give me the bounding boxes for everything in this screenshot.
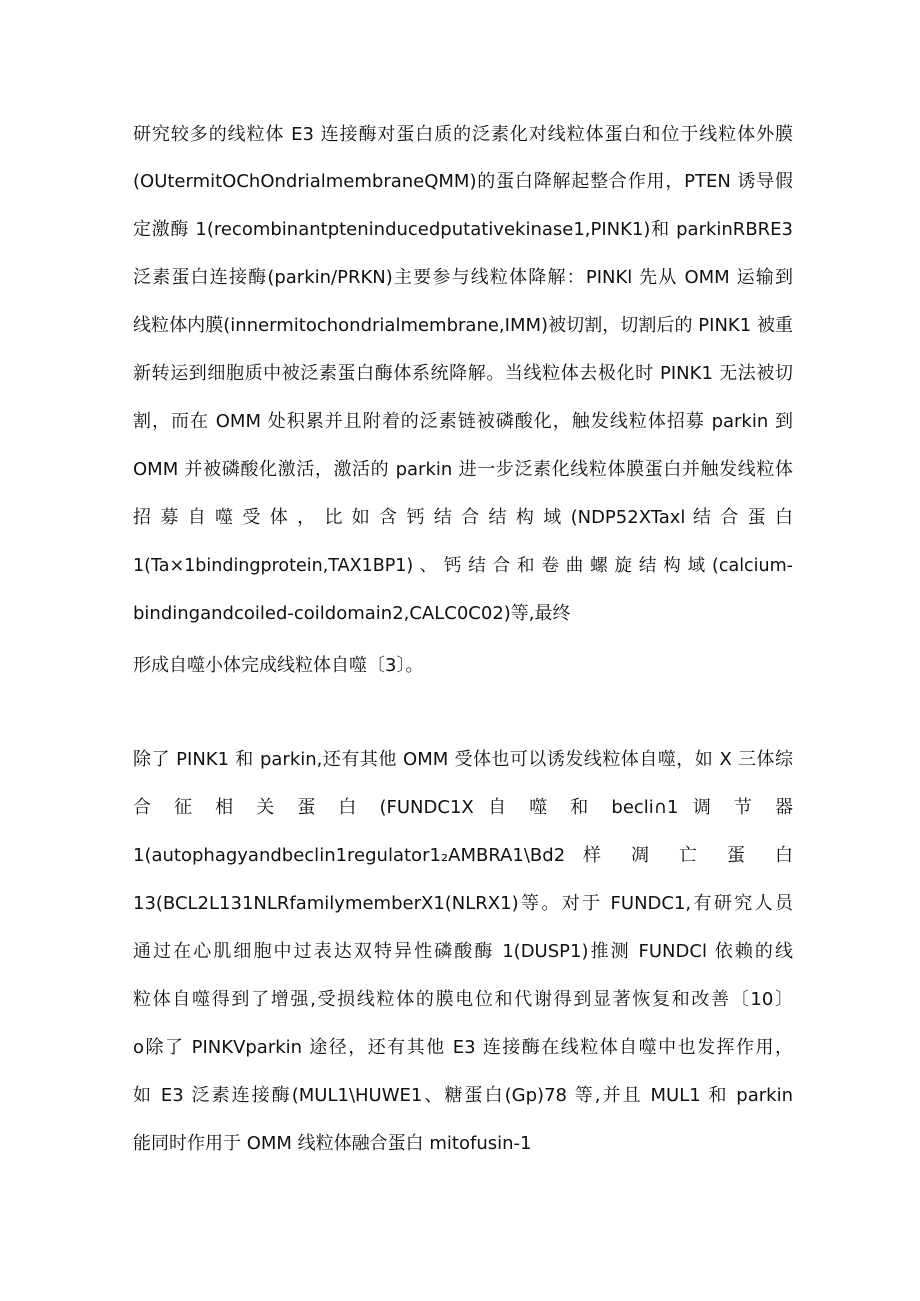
paragraph-1-line-10: 1(Ta×1bindingprotein,TAX1BP1) 、 钙 结 合 和 卷 曲 螺 旋 结 构 域 (calcium-: [133, 556, 793, 576]
paragraph-1-line-8: OMM 并被磷酸化激活，激活的 parkin 进一步泛素化线粒体膜蛋白并触发线粒体: [133, 459, 793, 480]
paragraph-1-line-5: 线粒体内膜(innermitochondrialmembrane,IMM)被切割，切割后的 PINK1 被重: [133, 315, 793, 336]
paragraph-2-line-7: o除了 PINKVparkin 途径，还有其他 E3 连接酶在线粒体自噬中也发挥作用，: [133, 1037, 793, 1058]
paragraph-2-line-6: 粒体自噬得到了增强,受损线粒体的膜电位和代谢得到显著恢复和改善〔10〕: [133, 989, 793, 1010]
paragraph-1-line-12: 形成自噬小体完成线粒体自噬〔3〕。: [133, 655, 424, 676]
paragraph-2-line-9: 能同时作用于 OMM 线粒体融合蛋白 mitofusin-1: [133, 1133, 532, 1154]
paragraph-1-line-3: 定激酶 1(recombinantpteninducedputativekinase1,PINK1)和 parkinRBRE3: [133, 219, 793, 240]
paragraph-2-line-5: 通过在心肌细胞中过表达双特异性磷酸酶 1(DUSP1)推测 FUNDCl 依赖的线: [133, 941, 793, 962]
paragraph-1-line-2: (OUtermitOChOndrialmembraneQMM)的蛋白降解起整合作用，PTEN 诱导假: [133, 171, 793, 192]
paragraph-1-line-9: 招 募 自 噬 受 体 ， 比 如 含 钙 结 合 结 构 域 (NDP52XTaxl 结 合 蛋 白: [133, 507, 793, 528]
paragraph-2-line-3: 1(autophagyandbeclin1regulator1₂AMBRA1\Bd2 样 凋 亡 蛋 白: [133, 845, 793, 866]
paragraph-2-line-1: 除了 PINK1 和 parkin,还有其他 OMM 受体也可以诱发线粒体自噬，如 X 三体综: [133, 749, 793, 770]
paragraph-2-line-2: 合 征 相 关 蛋 白 (FUNDC1X 自 噬 和 becli∩1 调 节 器: [133, 797, 793, 818]
paragraph-2-line-4: 13(BCL2L131NLRfamilymemberX1(NLRX1)等。对于 FUNDC1,有研究人员: [133, 893, 793, 914]
paragraph-1-line-7: 割，而在 OMM 处积累并且附着的泛素链被磷酸化，触发线粒体招募 parkin 到: [133, 411, 793, 432]
paragraph-1-line-1: 研究较多的线粒体 E3 连接酶对蛋白质的泛素化对线粒体蛋白和位于线粒体外膜: [133, 124, 793, 145]
paragraph-1-line-6: 新转运到细胞质中被泛素蛋白酶体系统降解。当线粒体去极化时 PINK1 无法被切: [133, 363, 793, 384]
paragraph-1-line-11: bindingandcoiled-coildomain2,CALC0C02)等,最终: [133, 603, 571, 624]
paragraph-1-line-4: 泛素蛋白连接酶(parkin/PRKN)主要参与线粒体降解：PINKl 先从 OMM 运输到: [133, 267, 793, 288]
paragraph-2-line-8: 如 E3 泛素连接酶(MUL1\HUWE1、糖蛋白(Gp)78 等,并且 MUL1 和 parkin: [133, 1085, 793, 1106]
